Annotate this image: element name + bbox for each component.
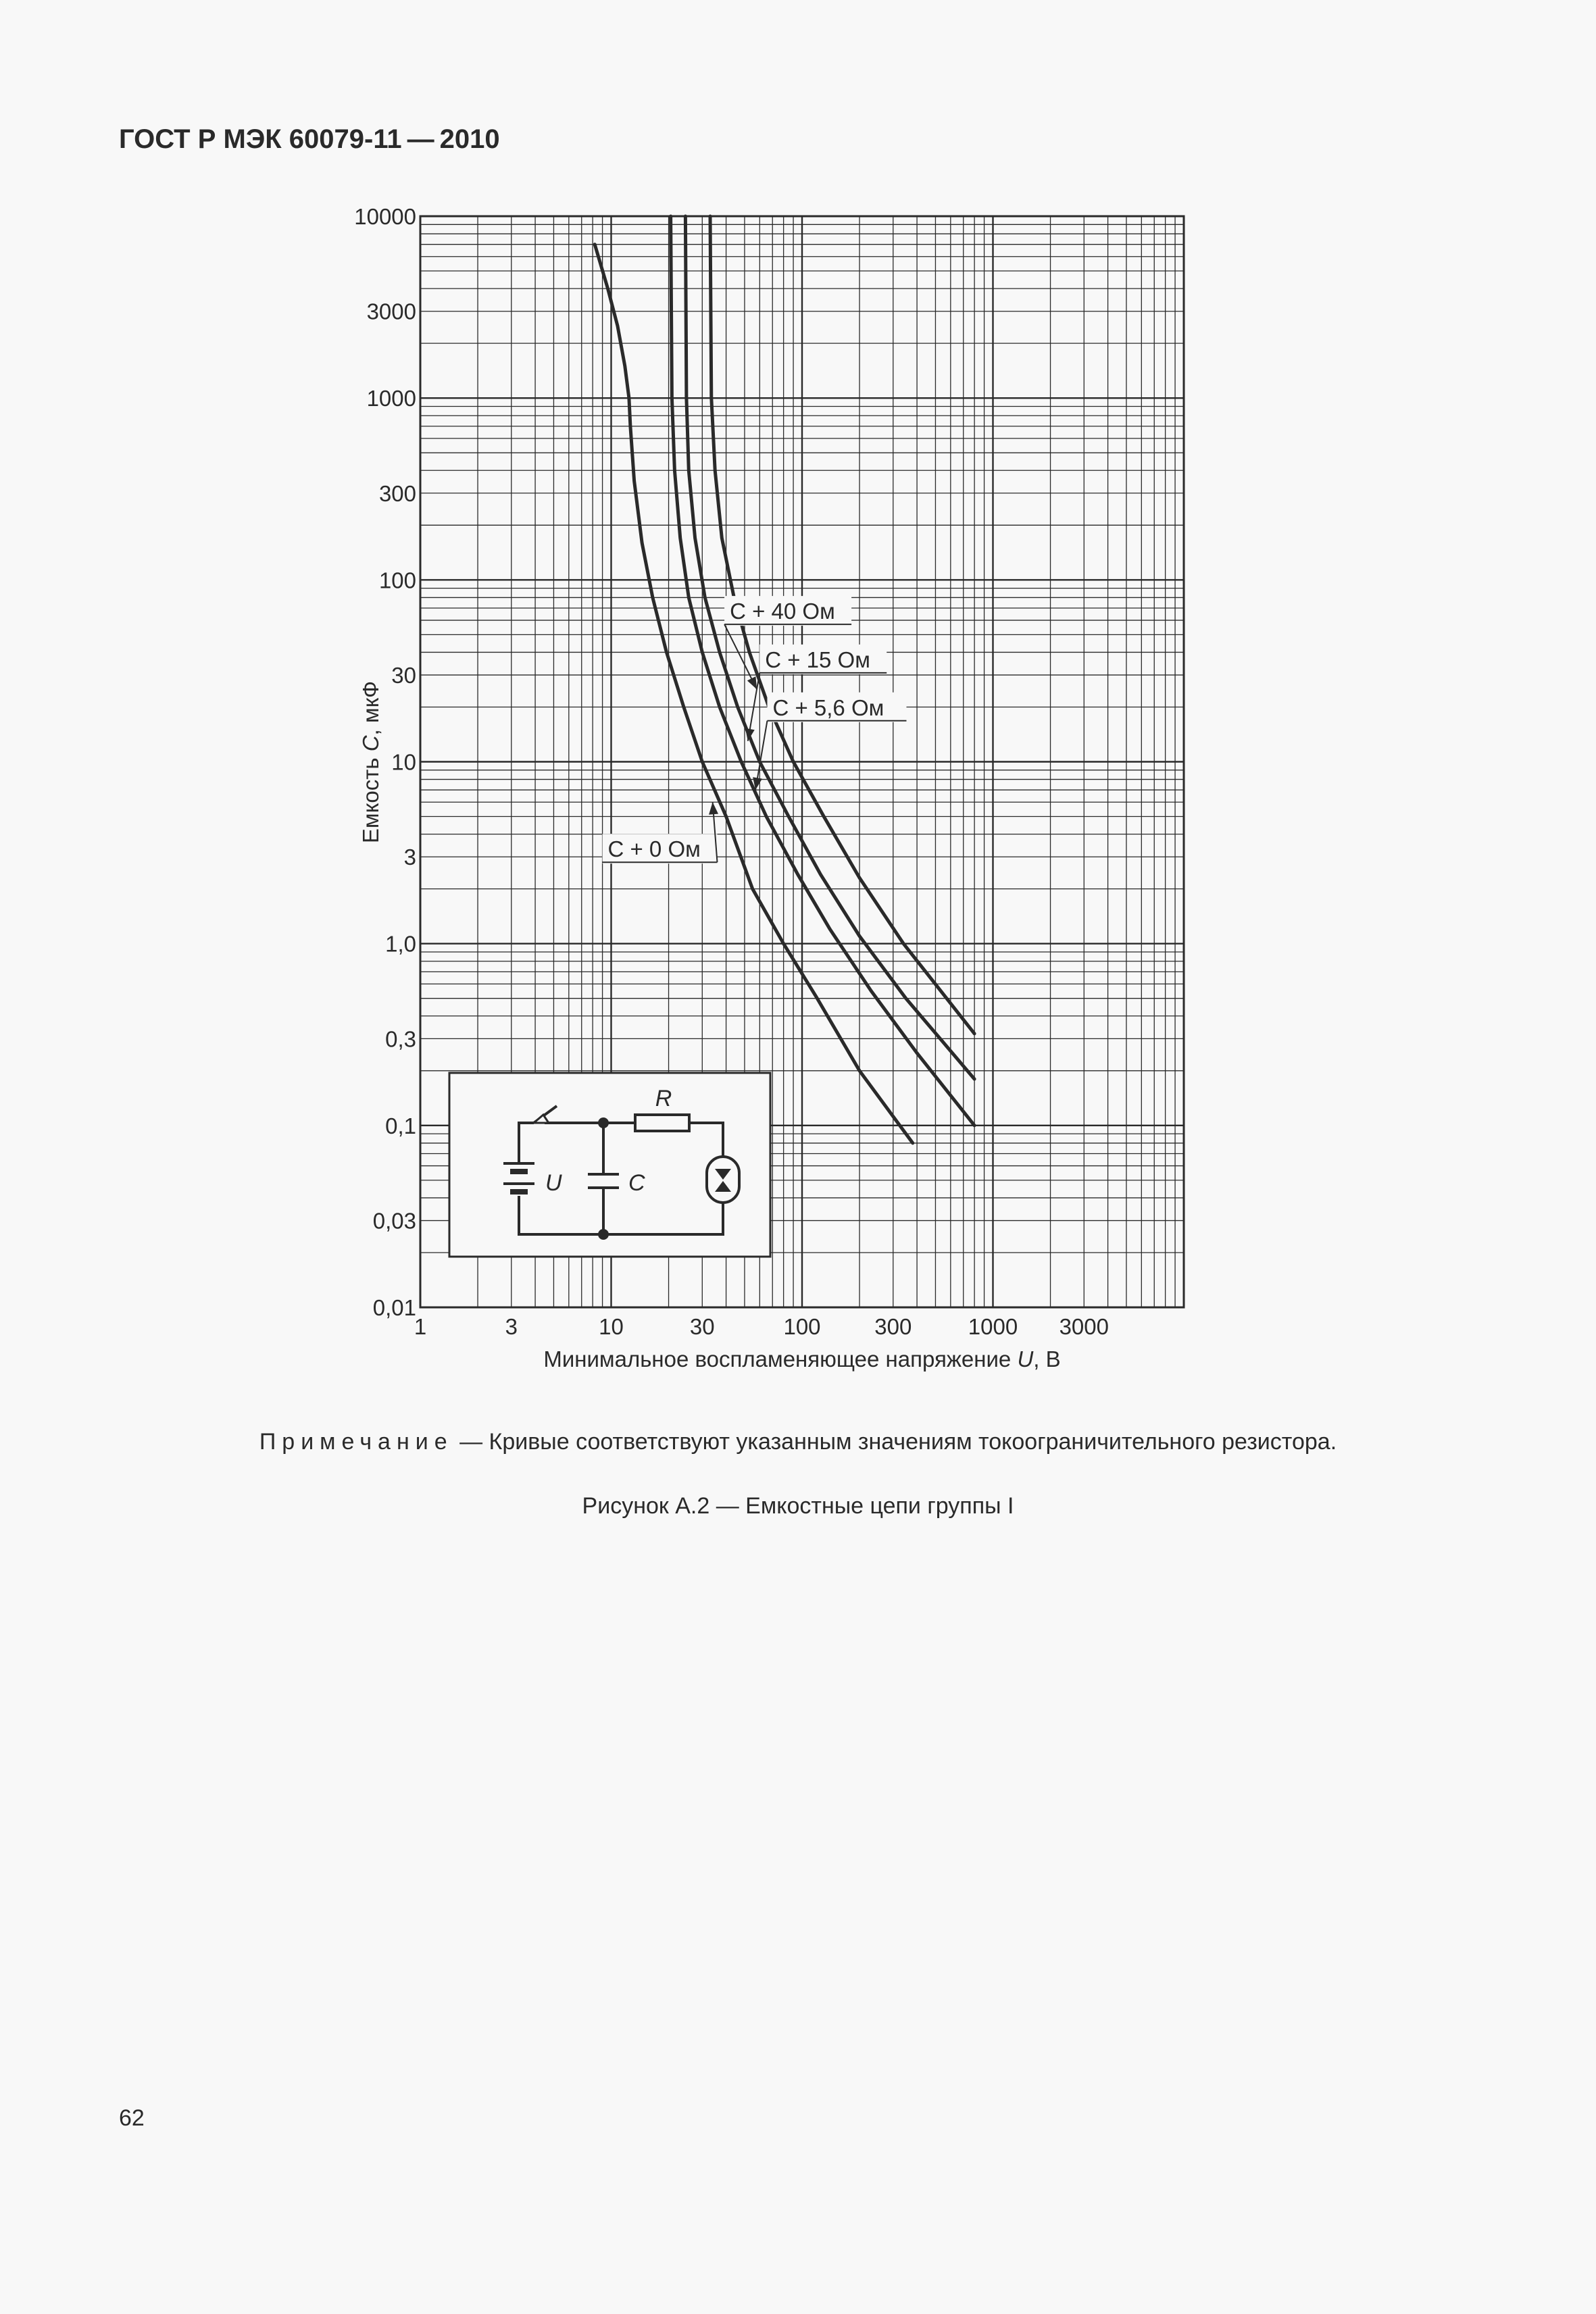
x-tick-label: 1000 [968,1314,1018,1339]
y-tick-label: 0,01 [372,1295,416,1320]
source-label: U [545,1170,562,1196]
capacitor-label: C [628,1170,645,1196]
page-number: 62 [119,2105,145,2131]
x-tick-label: 10 [599,1314,624,1339]
y-tick-label: 300 [378,480,416,506]
x-tick-label: 30 [689,1314,715,1339]
x-tick-label: 3000 [1059,1314,1109,1339]
chart-curves [595,216,974,1143]
resistor-symbol [635,1115,689,1131]
y-tick-label: 100 [378,568,416,593]
chart-series-labels [602,596,906,863]
x-tick-label: 3 [505,1314,518,1339]
y-tick-label: 0,03 [372,1208,416,1234]
figure-caption: Рисунок А.2 — Емкостные цепи группы I [582,1493,1014,1519]
y-tick-label: 3000 [366,299,416,324]
circuit-inset [449,1073,770,1257]
series-label-2: C + 5,6 Ом [772,695,884,720]
series-arrowhead-4 [747,676,757,689]
x-axis-label: Минимальное воспламеняющее напряжение U, В [543,1347,1061,1372]
note-text: — Кривые соответствуют указанным значениям токоограничительного резистора. [453,1429,1337,1455]
y-axis-label: Емкость C, мкФ [358,680,383,844]
x-tick-label: 300 [874,1314,912,1339]
document-header: ГОСТ Р МЭК 60079-11 — 2010 [119,124,500,154]
x-tick-label: 100 [783,1314,821,1339]
figure-note [0,1429,1596,1455]
junction-dot-bottom [598,1229,609,1240]
y-tick-label: 30 [391,663,416,688]
y-tick-label: 1000 [366,386,416,411]
series-label-4: C + 40 Ом [730,599,835,624]
series-label-1: C + 0 Ом [607,836,701,862]
note-prefix: Примечание [259,1429,453,1455]
y-tick-label: 1,0 [385,931,416,957]
y-tick-label: 3 [403,845,416,870]
resistor-label: R [655,1086,672,1111]
series-arrowhead-1 [709,802,718,814]
series-label-3: C + 15 Ом [765,647,870,672]
y-tick-label: 0,1 [385,1113,416,1138]
y-tick-label: 0,3 [385,1026,416,1052]
x-tick-label: 1 [414,1314,427,1339]
y-tick-label: 10 [391,749,416,775]
junction-dot-top [598,1117,609,1128]
y-tick-label: 10000 [354,204,416,229]
